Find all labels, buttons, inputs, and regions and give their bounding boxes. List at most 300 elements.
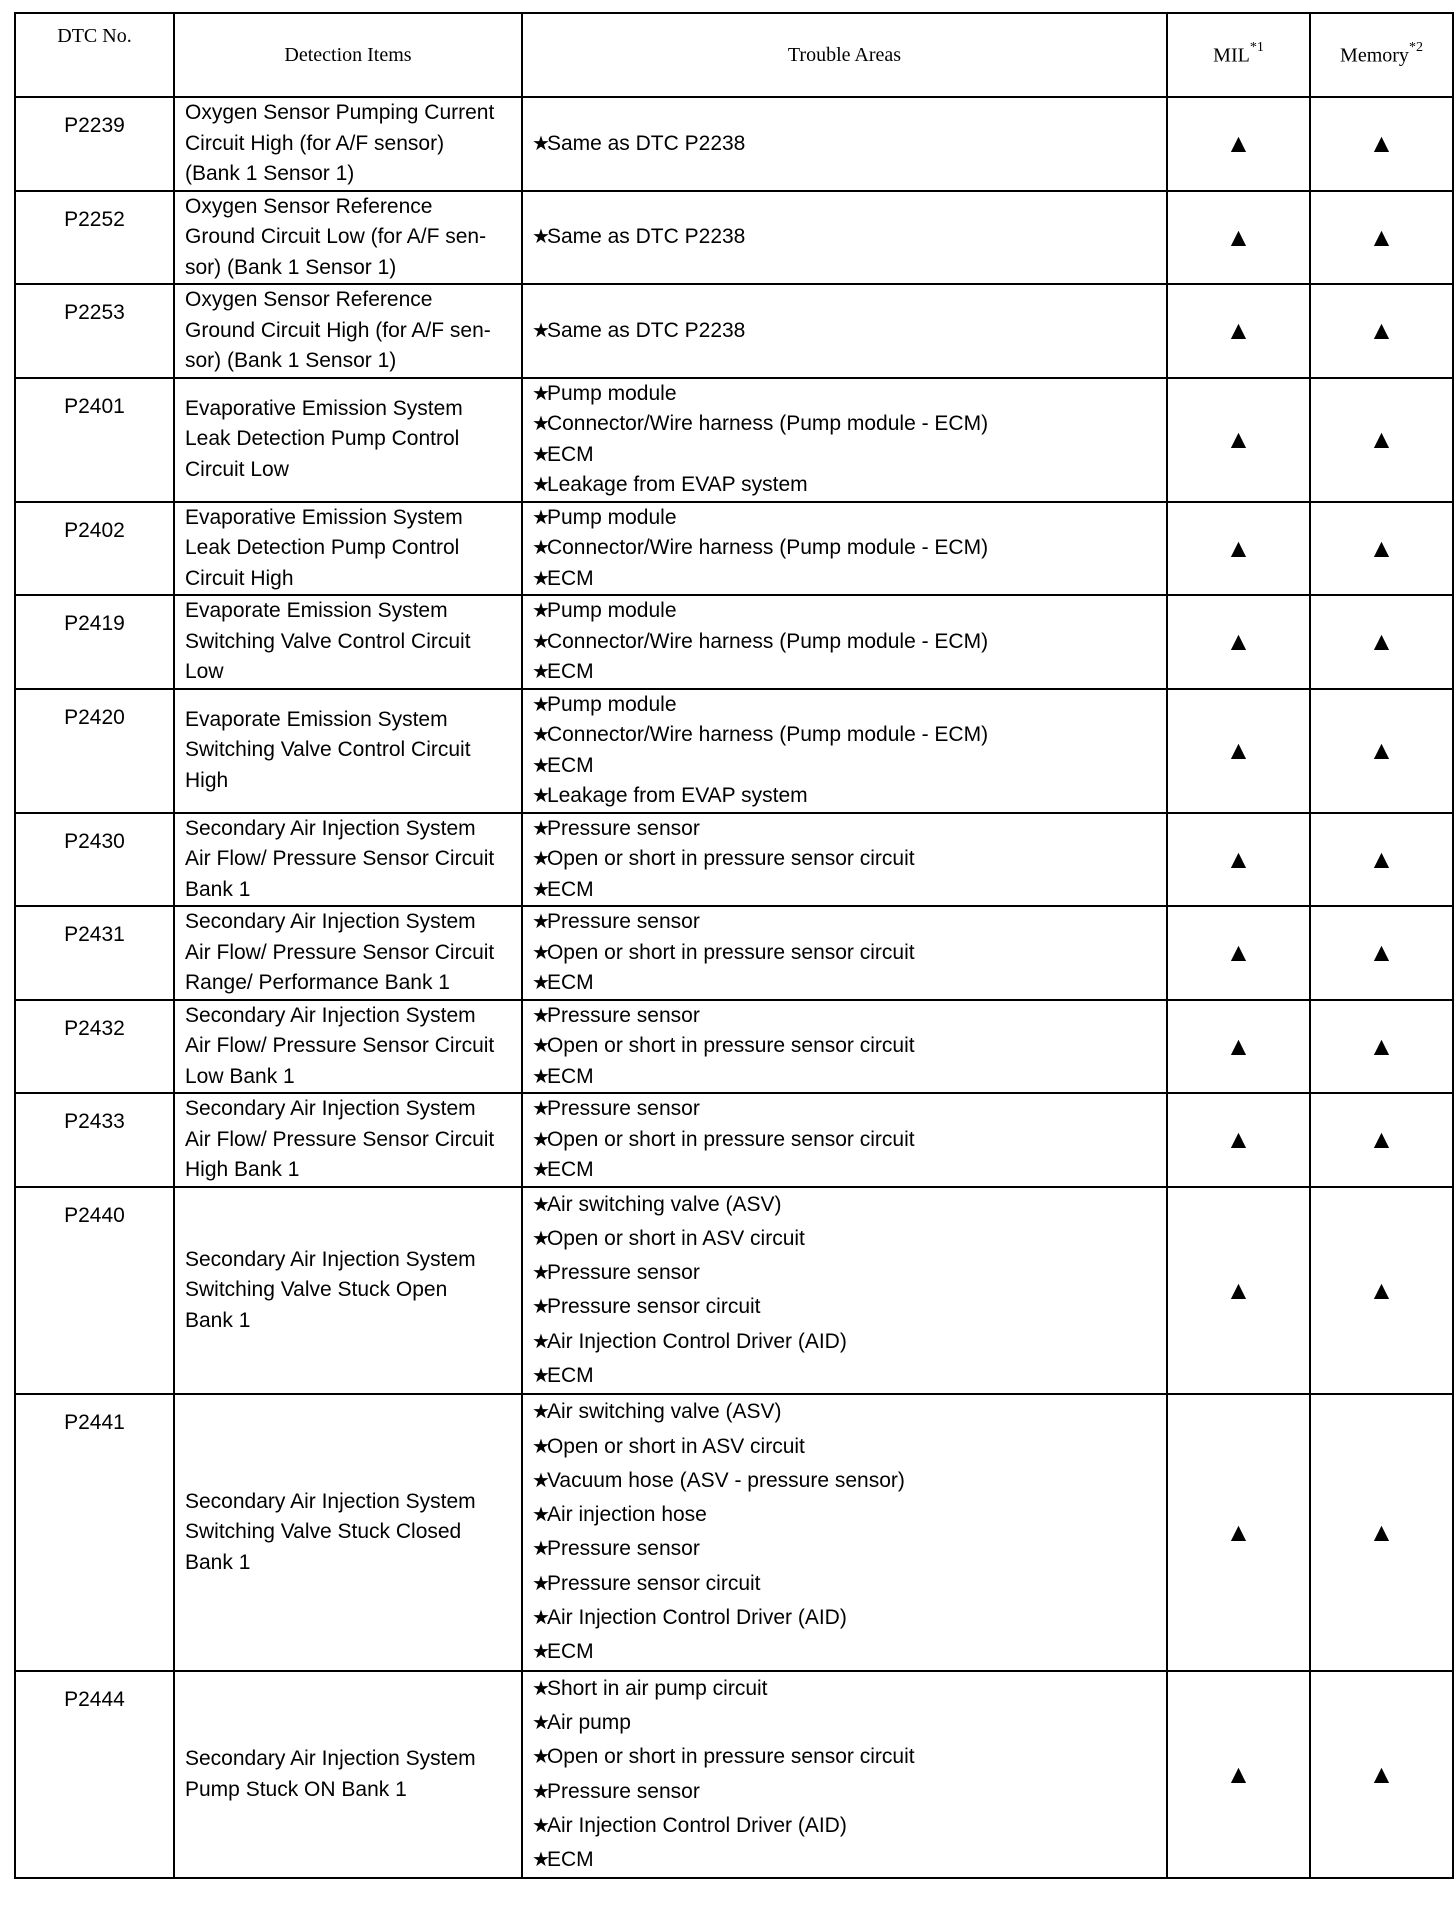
trouble-area-text: Air pump xyxy=(546,1710,631,1734)
triangle-marker-icon: ▲ xyxy=(1368,1759,1395,1790)
header-memory-footnote: *2 xyxy=(1408,39,1423,55)
detection-item-line: Ground Circuit Low (for A/F sen- xyxy=(185,225,487,248)
trouble-area-text: Open or short in pressure sensor circuit xyxy=(546,847,915,870)
detection-item-line: Low Bank 1 xyxy=(185,1064,295,1088)
trouble-area-text: Connector/Wire harness (Pump module - ECM) xyxy=(546,629,989,653)
detection-item xyxy=(174,191,522,285)
detection-item-line: Pump Stuck ON Bank 1 xyxy=(185,1777,407,1801)
trouble-area-text: Same as DTC P2238 xyxy=(546,225,746,248)
trouble-areas xyxy=(522,97,1167,191)
memory-indicator xyxy=(1310,1394,1453,1670)
mil-indicator xyxy=(1167,1093,1310,1187)
memory-indicator xyxy=(1310,284,1453,378)
trouble-areas xyxy=(522,595,1167,689)
dtc-code: P2444 xyxy=(15,1671,174,1879)
trouble-area-item xyxy=(532,1532,1166,1566)
memory-indicator xyxy=(1310,502,1453,596)
star-bullet-icon: ★ xyxy=(532,1128,547,1151)
mil-indicator xyxy=(1167,906,1310,1000)
trouble-area-item xyxy=(532,751,1166,782)
trouble-area-item xyxy=(532,1325,1166,1359)
star-bullet-icon: ★ xyxy=(532,630,547,653)
table-body xyxy=(15,97,1453,1878)
triangle-marker-icon: ▲ xyxy=(1368,315,1395,346)
star-bullet-icon: ★ xyxy=(532,1849,547,1872)
detection-item-line: Air Flow/ Pressure Sensor Circuit xyxy=(185,940,495,964)
star-bullet-icon: ★ xyxy=(532,1814,547,1837)
dtc-code: P2440 xyxy=(15,1187,174,1395)
detection-item-line: Switching Valve Control Circuit xyxy=(185,629,471,653)
trouble-areas xyxy=(522,1394,1167,1670)
trouble-area-item xyxy=(532,1290,1166,1324)
memory-indicator xyxy=(1310,378,1453,502)
mil-indicator xyxy=(1167,1000,1310,1094)
star-bullet-icon: ★ xyxy=(532,1262,547,1285)
mil-indicator xyxy=(1167,284,1310,378)
trouble-area-item xyxy=(532,1125,1166,1156)
star-bullet-icon: ★ xyxy=(532,911,547,933)
trouble-area-item xyxy=(532,1601,1166,1635)
triangle-marker-icon: ▲ xyxy=(1368,424,1395,454)
trouble-area-item xyxy=(532,1256,1166,1290)
mil-indicator xyxy=(1167,97,1310,191)
trouble-area-item xyxy=(532,222,1166,253)
detection-item-line: High xyxy=(185,768,229,792)
trouble-area-text: Pressure sensor xyxy=(546,1097,700,1120)
trouble-area-text: ECM xyxy=(546,1064,594,1088)
triangle-marker-icon: ▲ xyxy=(1368,937,1395,968)
trouble-area-item xyxy=(532,1672,1166,1706)
table-row xyxy=(15,1000,1453,1094)
detection-item-line: Bank 1 xyxy=(185,1550,251,1574)
trouble-area-item xyxy=(532,1740,1166,1774)
detection-item xyxy=(174,595,522,689)
triangle-marker-icon: ▲ xyxy=(1368,1274,1395,1305)
dtc-code: P2433 xyxy=(15,1093,174,1187)
trouble-area-item xyxy=(532,1775,1166,1809)
detection-item xyxy=(174,1187,522,1395)
star-bullet-icon: ★ xyxy=(532,1780,547,1803)
star-bullet-icon: ★ xyxy=(532,1035,547,1057)
trouble-area-text: Same as DTC P2238 xyxy=(546,131,746,155)
star-bullet-icon: ★ xyxy=(532,382,547,405)
dtc-code: P2419 xyxy=(15,595,174,689)
trouble-area-item xyxy=(532,533,1166,564)
trouble-area-item xyxy=(532,968,1166,999)
trouble-area-item xyxy=(532,907,1166,938)
star-bullet-icon: ★ xyxy=(532,693,547,716)
star-bullet-icon: ★ xyxy=(532,1227,547,1250)
detection-item-line: Range/ Performance Bank 1 xyxy=(185,971,450,994)
table-row xyxy=(15,906,1453,1000)
trouble-area-item xyxy=(532,1430,1166,1464)
trouble-area-text: Pump module xyxy=(546,381,677,405)
trouble-area-item xyxy=(532,470,1166,501)
triangle-marker-icon: ▲ xyxy=(1225,1030,1252,1061)
trouble-area-item xyxy=(532,657,1166,688)
trouble-area-item xyxy=(532,1062,1166,1093)
triangle-marker-icon: ▲ xyxy=(1368,1030,1395,1061)
trouble-area-text: Leakage from EVAP system xyxy=(546,473,808,496)
trouble-area-text: Open or short in ASV circuit xyxy=(546,1434,805,1458)
triangle-marker-icon: ▲ xyxy=(1225,937,1252,968)
mil-indicator xyxy=(1167,378,1310,502)
memory-indicator xyxy=(1310,1093,1453,1187)
trouble-area-text: Pressure sensor circuit xyxy=(546,1571,761,1595)
trouble-areas xyxy=(522,1000,1167,1094)
trouble-area-text: Connector/Wire harness (Pump module - ECM) xyxy=(546,536,989,559)
trouble-area-item xyxy=(532,844,1166,875)
star-bullet-icon: ★ xyxy=(532,413,547,435)
trouble-areas xyxy=(522,284,1167,378)
detection-item xyxy=(174,906,522,1000)
triangle-marker-icon: ▲ xyxy=(1225,1274,1252,1305)
trouble-area-text: Pressure sensor circuit xyxy=(546,1295,761,1319)
star-bullet-icon: ★ xyxy=(532,1401,547,1424)
trouble-area-text: Pressure sensor xyxy=(546,1003,700,1027)
star-bullet-icon: ★ xyxy=(532,474,547,496)
star-bullet-icon: ★ xyxy=(532,226,547,248)
memory-indicator xyxy=(1310,906,1453,1000)
detection-item-line: (Bank 1 Sensor 1) xyxy=(185,162,355,185)
table-row xyxy=(15,378,1453,502)
triangle-marker-icon: ▲ xyxy=(1225,315,1252,346)
dtc-code: P2401 xyxy=(15,378,174,502)
detection-item-line: Circuit High xyxy=(185,566,294,590)
star-bullet-icon: ★ xyxy=(532,132,547,155)
star-bullet-icon: ★ xyxy=(532,506,547,529)
triangle-marker-icon: ▲ xyxy=(1225,626,1252,657)
trouble-area-text: ECM xyxy=(546,877,594,901)
trouble-area-text: Pressure sensor xyxy=(546,1261,700,1285)
star-bullet-icon: ★ xyxy=(532,817,547,840)
trouble-area-text: Air switching valve (ASV) xyxy=(546,1192,782,1216)
trouble-areas xyxy=(522,191,1167,285)
star-bullet-icon: ★ xyxy=(532,972,547,994)
triangle-marker-icon: ▲ xyxy=(1225,424,1252,454)
table-row xyxy=(15,1671,1453,1879)
mil-indicator xyxy=(1167,502,1310,596)
star-bullet-icon: ★ xyxy=(532,1607,547,1630)
memory-indicator xyxy=(1310,191,1453,285)
detection-item-line: Oxygen Sensor Reference xyxy=(185,288,433,311)
triangle-marker-icon: ▲ xyxy=(1368,532,1395,563)
dtc-code: P2239 xyxy=(15,97,174,191)
table-row xyxy=(15,191,1453,285)
trouble-area-item xyxy=(532,440,1166,471)
memory-indicator xyxy=(1310,595,1453,689)
memory-indicator xyxy=(1310,689,1453,813)
trouble-area-item xyxy=(532,938,1166,969)
trouble-area-text: ECM xyxy=(546,1848,594,1872)
trouble-area-text: Pressure sensor xyxy=(546,816,700,840)
star-bullet-icon: ★ xyxy=(532,1098,547,1120)
star-bullet-icon: ★ xyxy=(532,661,547,683)
trouble-area-item xyxy=(532,1094,1166,1125)
detection-item xyxy=(174,284,522,378)
star-bullet-icon: ★ xyxy=(532,878,547,901)
table-row xyxy=(15,97,1453,191)
triangle-marker-icon: ▲ xyxy=(1225,532,1252,563)
triangle-marker-icon: ▲ xyxy=(1225,735,1252,765)
mil-indicator xyxy=(1167,191,1310,285)
trouble-area-item xyxy=(532,1706,1166,1740)
table-row xyxy=(15,1187,1453,1395)
trouble-area-text: ECM xyxy=(546,1158,594,1181)
detection-item-line: Evaporative Emission System xyxy=(185,505,463,529)
detection-item-line: Bank 1 xyxy=(185,1308,251,1332)
trouble-area-text: ECM xyxy=(546,566,594,590)
header-mil-footnote: *1 xyxy=(1249,39,1264,55)
trouble-area-item xyxy=(532,409,1166,440)
triangle-marker-icon: ▲ xyxy=(1368,735,1395,765)
star-bullet-icon: ★ xyxy=(532,1677,547,1700)
trouble-area-text: Open or short in pressure sensor circuit xyxy=(546,1127,915,1151)
detection-item-line: Evaporate Emission System xyxy=(185,599,448,622)
star-bullet-icon: ★ xyxy=(532,1711,547,1734)
detection-item-line: Secondary Air Injection System xyxy=(185,910,476,933)
detection-item-line: Switching Valve Control Circuit xyxy=(185,738,471,762)
dtc-code: P2253 xyxy=(15,284,174,378)
trouble-area-text: Connector/Wire harness (Pump module - ECM) xyxy=(546,412,989,435)
mil-indicator xyxy=(1167,689,1310,813)
star-bullet-icon: ★ xyxy=(532,1746,547,1769)
trouble-area-item xyxy=(532,1498,1166,1532)
memory-indicator xyxy=(1310,97,1453,191)
detection-item-line: Air Flow/ Pressure Sensor Circuit xyxy=(185,1034,495,1057)
trouble-area-item xyxy=(532,814,1166,845)
detection-item-line: Secondary Air Injection System xyxy=(185,1097,476,1120)
dtc-code: P2420 xyxy=(15,689,174,813)
trouble-area-text: Open or short in ASV circuit xyxy=(546,1226,805,1250)
table-row xyxy=(15,689,1453,813)
trouble-area-item xyxy=(532,720,1166,751)
detection-item-line: Evaporative Emission System xyxy=(185,396,463,420)
star-bullet-icon: ★ xyxy=(532,1330,547,1353)
trouble-area-item xyxy=(532,1567,1166,1601)
table-row xyxy=(15,1394,1453,1670)
trouble-areas xyxy=(522,378,1167,502)
star-bullet-icon: ★ xyxy=(532,1193,547,1216)
detection-item-line: Secondary Air Injection System xyxy=(185,1489,476,1513)
triangle-marker-icon: ▲ xyxy=(1368,1124,1395,1155)
mil-indicator xyxy=(1167,595,1310,689)
detection-item-line: Secondary Air Injection System xyxy=(185,1747,476,1771)
detection-item-line: Secondary Air Injection System xyxy=(185,1003,476,1027)
memory-indicator xyxy=(1310,813,1453,907)
trouble-area-item xyxy=(532,316,1166,347)
trouble-areas xyxy=(522,1093,1167,1187)
trouble-area-item xyxy=(532,596,1166,627)
trouble-areas xyxy=(522,813,1167,907)
trouble-area-item xyxy=(532,1188,1166,1222)
memory-indicator xyxy=(1310,1187,1453,1395)
table-row xyxy=(15,284,1453,378)
detection-item-line: Switching Valve Stuck Closed xyxy=(185,1520,462,1544)
detection-item-line: Secondary Air Injection System xyxy=(185,816,476,840)
mil-indicator xyxy=(1167,1187,1310,1395)
star-bullet-icon: ★ xyxy=(532,443,547,466)
header-detection-items: Detection Items xyxy=(174,13,522,97)
star-bullet-icon: ★ xyxy=(532,941,547,964)
mil-indicator xyxy=(1167,1671,1310,1879)
trouble-area-text: ECM xyxy=(546,660,594,683)
mil-indicator xyxy=(1167,1394,1310,1670)
triangle-marker-icon: ▲ xyxy=(1368,843,1395,874)
triangle-marker-icon: ▲ xyxy=(1225,221,1252,252)
table-row xyxy=(15,595,1453,689)
trouble-area-text: ECM xyxy=(546,1363,594,1387)
trouble-area-item xyxy=(532,1222,1166,1256)
star-bullet-icon: ★ xyxy=(532,724,547,746)
trouble-area-text: ECM xyxy=(546,971,594,994)
trouble-area-item xyxy=(532,875,1166,906)
trouble-area-text: ECM xyxy=(546,1640,594,1664)
detection-item xyxy=(174,1000,522,1094)
memory-indicator xyxy=(1310,1671,1453,1879)
trouble-area-item xyxy=(532,1843,1166,1877)
star-bullet-icon: ★ xyxy=(532,1538,547,1561)
trouble-area-text: Air Injection Control Driver (AID) xyxy=(546,1813,847,1837)
trouble-area-text: Leakage from EVAP system xyxy=(546,784,808,807)
detection-item-line: High Bank 1 xyxy=(185,1158,300,1181)
detection-item-line: Circuit High (for A/F sensor) xyxy=(185,131,445,155)
dtc-code: P2252 xyxy=(15,191,174,285)
star-bullet-icon: ★ xyxy=(532,1296,547,1319)
trouble-area-item xyxy=(532,781,1166,812)
trouble-area-text: Open or short in pressure sensor circuit xyxy=(546,1745,915,1769)
trouble-area-item xyxy=(532,1635,1166,1669)
detection-item-line: Secondary Air Injection System xyxy=(185,1247,476,1271)
trouble-area-text: Vacuum hose (ASV - pressure sensor) xyxy=(546,1468,905,1492)
trouble-area-item xyxy=(532,627,1166,658)
trouble-area-text: Open or short in pressure sensor circuit xyxy=(546,1034,915,1057)
detection-item xyxy=(174,502,522,596)
triangle-marker-icon: ▲ xyxy=(1368,626,1395,657)
trouble-area-item xyxy=(532,1031,1166,1062)
trouble-area-item xyxy=(532,1001,1166,1032)
trouble-area-text: Air Injection Control Driver (AID) xyxy=(546,1606,847,1630)
trouble-area-item xyxy=(532,1155,1166,1186)
header-trouble-areas: Trouble Areas xyxy=(522,13,1167,97)
detection-item-line: sor) (Bank 1 Sensor 1) xyxy=(185,255,397,279)
star-bullet-icon: ★ xyxy=(532,567,547,590)
trouble-area-text: Pump module xyxy=(546,599,677,622)
triangle-marker-icon: ▲ xyxy=(1368,128,1395,159)
memory-indicator xyxy=(1310,1000,1453,1094)
star-bullet-icon: ★ xyxy=(532,754,547,777)
detection-item-line: Evaporate Emission System xyxy=(185,707,448,731)
trouble-area-item xyxy=(532,1464,1166,1498)
trouble-area-text: Same as DTC P2238 xyxy=(546,318,746,342)
star-bullet-icon: ★ xyxy=(532,1065,547,1088)
trouble-area-text: Air injection hose xyxy=(546,1503,707,1527)
detection-item-line: Bank 1 xyxy=(185,877,251,901)
trouble-area-text: Air Injection Control Driver (AID) xyxy=(546,1329,847,1353)
header-mil-label: MIL xyxy=(1213,44,1250,67)
trouble-area-text: Pump module xyxy=(546,505,677,529)
header-memory xyxy=(1310,13,1453,97)
trouble-area-item xyxy=(532,1359,1166,1393)
triangle-marker-icon: ▲ xyxy=(1225,1516,1252,1547)
detection-item xyxy=(174,1671,522,1879)
trouble-area-item xyxy=(532,1809,1166,1843)
star-bullet-icon: ★ xyxy=(532,1364,547,1387)
trouble-area-text: Connector/Wire harness (Pump module - ECM) xyxy=(546,723,989,746)
trouble-area-item xyxy=(532,690,1166,721)
detection-item-line: Switching Valve Stuck Open xyxy=(185,1278,448,1302)
star-bullet-icon: ★ xyxy=(532,1435,547,1458)
triangle-marker-icon: ▲ xyxy=(1368,1516,1395,1547)
triangle-marker-icon: ▲ xyxy=(1368,221,1395,252)
detection-item-line: sor) (Bank 1 Sensor 1) xyxy=(185,349,397,372)
triangle-marker-icon: ▲ xyxy=(1225,128,1252,159)
detection-item xyxy=(174,1394,522,1670)
trouble-areas xyxy=(522,1187,1167,1395)
trouble-area-item xyxy=(532,564,1166,595)
trouble-areas xyxy=(522,1671,1167,1879)
dtc-code: P2430 xyxy=(15,813,174,907)
detection-item-line: Air Flow/ Pressure Sensor Circuit xyxy=(185,847,495,870)
star-bullet-icon: ★ xyxy=(532,1641,547,1664)
trouble-area-text: Pressure sensor xyxy=(546,1779,700,1803)
table-row xyxy=(15,1093,1453,1187)
detection-item-line: Oxygen Sensor Reference xyxy=(185,194,433,218)
dtc-code: P2431 xyxy=(15,906,174,1000)
triangle-marker-icon: ▲ xyxy=(1225,843,1252,874)
trouble-area-text: Pump module xyxy=(546,692,677,716)
trouble-areas xyxy=(522,502,1167,596)
detection-item-line: Leak Detection Pump Control xyxy=(185,427,460,451)
detection-item xyxy=(174,689,522,813)
mil-indicator xyxy=(1167,813,1310,907)
trouble-areas xyxy=(522,906,1167,1000)
trouble-area-text: Pressure sensor xyxy=(546,910,700,933)
star-bullet-icon: ★ xyxy=(532,1159,547,1181)
header-dtc-no: DTC No. xyxy=(15,13,174,97)
dtc-code: P2402 xyxy=(15,502,174,596)
detection-item-line: Low xyxy=(185,660,224,683)
dtc-code: P2441 xyxy=(15,1394,174,1670)
star-bullet-icon: ★ xyxy=(532,848,547,870)
trouble-area-text: ECM xyxy=(546,753,594,777)
trouble-areas xyxy=(522,689,1167,813)
star-bullet-icon: ★ xyxy=(532,1469,547,1492)
trouble-area-text: Open or short in pressure sensor circuit xyxy=(546,940,915,964)
star-bullet-icon: ★ xyxy=(532,537,547,559)
detection-item-line: Oxygen Sensor Pumping Current xyxy=(185,101,495,124)
detection-item-line: Circuit Low xyxy=(185,457,289,481)
dtc-table xyxy=(14,12,1454,1879)
star-bullet-icon: ★ xyxy=(532,600,547,622)
triangle-marker-icon: ▲ xyxy=(1225,1759,1252,1790)
detection-item xyxy=(174,813,522,907)
detection-item xyxy=(174,97,522,191)
detection-item-line: Air Flow/ Pressure Sensor Circuit xyxy=(185,1127,495,1151)
trouble-area-text: Pressure sensor xyxy=(546,1537,700,1561)
triangle-marker-icon: ▲ xyxy=(1225,1124,1252,1155)
trouble-area-item xyxy=(532,379,1166,410)
trouble-area-item xyxy=(532,129,1166,160)
star-bullet-icon: ★ xyxy=(532,319,547,342)
trouble-area-text: Short in air pump circuit xyxy=(546,1676,768,1700)
table-row xyxy=(15,502,1453,596)
trouble-area-text: Air switching valve (ASV) xyxy=(546,1400,782,1424)
star-bullet-icon: ★ xyxy=(532,1504,547,1527)
detection-item-line: Leak Detection Pump Control xyxy=(185,536,460,559)
header-memory-label: Memory xyxy=(1340,44,1409,67)
star-bullet-icon: ★ xyxy=(532,785,547,807)
